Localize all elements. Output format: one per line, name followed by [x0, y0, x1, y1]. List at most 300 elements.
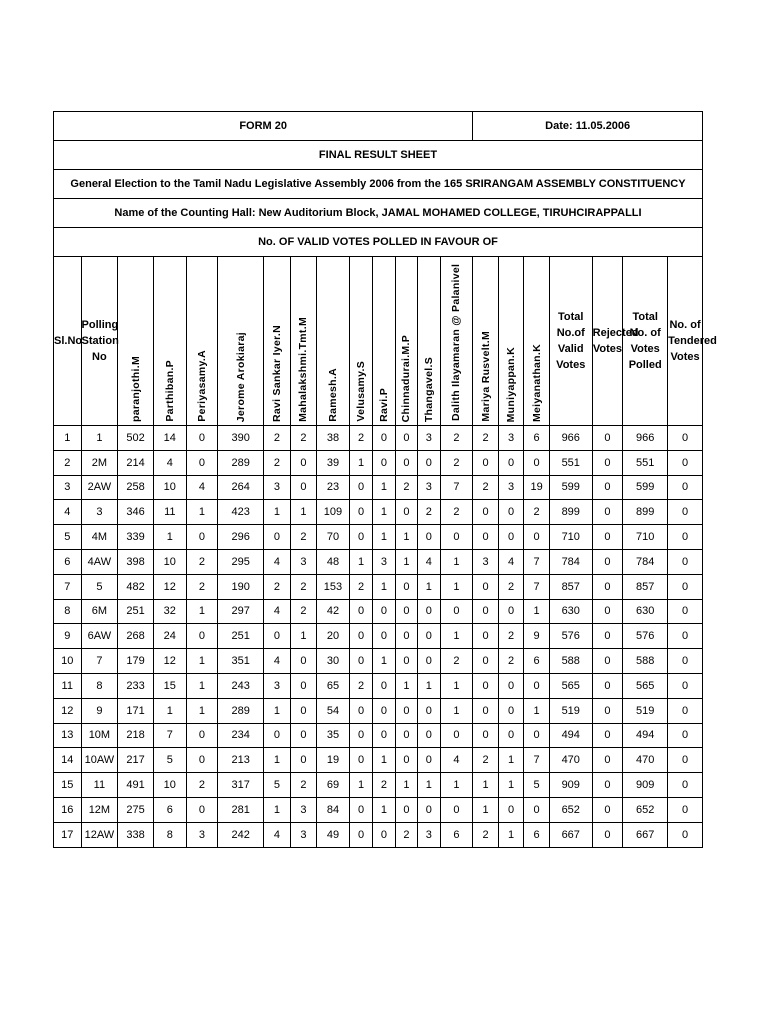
table-cell: 4 [418, 549, 440, 574]
table-cell: 0 [395, 426, 417, 451]
table-cell: 599 [623, 475, 668, 500]
table-cell: 0 [592, 673, 623, 698]
table-row [54, 822, 703, 847]
table-cell: 42 [317, 599, 350, 624]
table-cell: 1 [186, 698, 218, 723]
table-cell: 7 [81, 649, 118, 674]
table-cell: 1 [373, 574, 395, 599]
table-cell: 1 [153, 525, 186, 550]
table-cell: 10AW [81, 748, 118, 773]
table-row [54, 698, 703, 723]
table-cell: 0 [349, 599, 372, 624]
table-cell: 0 [373, 426, 395, 451]
table-cell: 2AW [81, 475, 118, 500]
table-cell: 494 [549, 723, 592, 748]
table-cell: 398 [118, 549, 154, 574]
table-cell: 576 [549, 624, 592, 649]
table-row [54, 500, 703, 525]
table-cell: 0 [668, 748, 703, 773]
table-cell: 242 [218, 822, 264, 847]
table-cell: 7 [524, 574, 550, 599]
table-cell: 565 [549, 673, 592, 698]
table-cell: 218 [118, 723, 154, 748]
table-cell: 12 [153, 649, 186, 674]
form-date: Date: 11.05.2006 [473, 112, 703, 141]
header-candidate: Periyasamy.A [186, 257, 218, 426]
table-cell: 2 [473, 748, 499, 773]
table-cell: 0 [349, 649, 372, 674]
table-cell: 0 [290, 748, 317, 773]
header-candidate: Ravi Sankar Iyer.N [264, 257, 291, 426]
table-cell: 339 [118, 525, 154, 550]
table-cell: 10 [153, 549, 186, 574]
table-cell: 8 [153, 822, 186, 847]
table-cell: 1 [440, 624, 473, 649]
table-cell: 0 [473, 723, 499, 748]
table-cell: 0 [349, 797, 372, 822]
table-cell: 1 [54, 426, 82, 451]
table-cell: 482 [118, 574, 154, 599]
table-cell: 1 [373, 525, 395, 550]
table-row [54, 649, 703, 674]
table-cell: 1 [440, 673, 473, 698]
table-cell: 0 [440, 599, 473, 624]
table-cell: 0 [395, 574, 417, 599]
table-cell: 3 [418, 822, 440, 847]
table-cell: 1 [349, 549, 372, 574]
table-cell: 12M [81, 797, 118, 822]
header-candidate: Mariya Rusvelt.M [473, 257, 499, 426]
table-cell: 1 [473, 797, 499, 822]
table-cell: 652 [549, 797, 592, 822]
header-tendered: No. of Tendered Votes [668, 257, 703, 426]
table-cell: 1 [264, 698, 291, 723]
table-cell: 423 [218, 500, 264, 525]
table-cell: 2 [418, 500, 440, 525]
table-cell: 0 [395, 500, 417, 525]
table-cell: 3 [498, 475, 524, 500]
table-cell: 0 [668, 426, 703, 451]
table-cell: 0 [264, 624, 291, 649]
table-cell: 0 [668, 475, 703, 500]
table-cell: 3 [290, 822, 317, 847]
table-cell: 3 [418, 426, 440, 451]
header-candidate: Chinnadurai.M.P [395, 257, 417, 426]
table-cell: 0 [373, 723, 395, 748]
table-cell: 1 [373, 748, 395, 773]
table-cell: 4 [440, 748, 473, 773]
table-cell: 1 [395, 549, 417, 574]
table-cell: 317 [218, 773, 264, 798]
table-cell: 909 [623, 773, 668, 798]
table-cell: 10 [153, 475, 186, 500]
table-row [54, 599, 703, 624]
table-row [54, 450, 703, 475]
table-cell: 1 [418, 773, 440, 798]
table-cell: 1 [440, 549, 473, 574]
header-candidate: Parthiban.P [153, 257, 186, 426]
table-cell: 16 [54, 797, 82, 822]
table-cell: 346 [118, 500, 154, 525]
table-cell: 0 [498, 797, 524, 822]
table-cell: 1 [418, 574, 440, 599]
table-cell: 0 [668, 450, 703, 475]
table-cell: 0 [592, 797, 623, 822]
table-cell: 1 [473, 773, 499, 798]
table-cell: 1 [373, 475, 395, 500]
table-cell: 0 [395, 599, 417, 624]
table-cell: 3 [264, 673, 291, 698]
table-cell: 0 [418, 649, 440, 674]
table-cell: 0 [395, 624, 417, 649]
table-cell: 0 [668, 649, 703, 674]
table-cell: 1 [395, 525, 417, 550]
table-cell: 0 [592, 822, 623, 847]
table-cell: 6AW [81, 624, 118, 649]
table-cell: 551 [623, 450, 668, 475]
table-cell: 6 [440, 822, 473, 847]
table-cell: 966 [549, 426, 592, 451]
table-cell: 12AW [81, 822, 118, 847]
table-cell: 0 [264, 723, 291, 748]
header-total-polled: Total No. of Votes Polled [623, 257, 668, 426]
table-cell: 470 [623, 748, 668, 773]
table-cell: 4 [498, 549, 524, 574]
table-cell: 0 [592, 773, 623, 798]
table-cell: 2 [264, 426, 291, 451]
table-cell: 2 [498, 624, 524, 649]
table-cell: 1 [186, 649, 218, 674]
table-cell: 20 [317, 624, 350, 649]
table-cell: 1 [373, 500, 395, 525]
table-cell: 0 [290, 673, 317, 698]
table-row [54, 549, 703, 574]
table-cell: 69 [317, 773, 350, 798]
table-cell: 0 [473, 624, 499, 649]
table-cell: 1 [290, 624, 317, 649]
table-cell: 9 [524, 624, 550, 649]
header-candidate: Dalith Ilayamaran @ Palanivel [440, 257, 473, 426]
table-cell: 0 [418, 450, 440, 475]
table-cell: 6 [153, 797, 186, 822]
table-cell: 2 [440, 426, 473, 451]
table-cell: 0 [349, 500, 372, 525]
table-cell: 0 [418, 599, 440, 624]
table-cell: 0 [418, 797, 440, 822]
table-cell: 494 [623, 723, 668, 748]
header-candidate: paranjothi.M [118, 257, 154, 426]
table-cell: 4 [264, 549, 291, 574]
table-cell: 2 [290, 525, 317, 550]
table-cell: 0 [592, 525, 623, 550]
table-cell: 338 [118, 822, 154, 847]
table-cell: 0 [592, 475, 623, 500]
table-cell: 0 [290, 450, 317, 475]
table-cell: 5 [153, 748, 186, 773]
table-cell: 179 [118, 649, 154, 674]
table-cell: 2 [186, 574, 218, 599]
table-cell: 0 [373, 450, 395, 475]
header-candidate: Muniyappan.K [498, 257, 524, 426]
table-cell: 3 [498, 426, 524, 451]
table-cell: 0 [668, 723, 703, 748]
header-candidate: Ramesh.A [317, 257, 350, 426]
table-cell: 0 [668, 822, 703, 847]
table-cell: 1 [395, 673, 417, 698]
table-cell: 11 [153, 500, 186, 525]
table-cell: 0 [498, 450, 524, 475]
table-cell: 1 [373, 649, 395, 674]
table-row [54, 574, 703, 599]
table-cell: 8 [54, 599, 82, 624]
table-cell: 0 [290, 723, 317, 748]
table-cell: 1 [440, 574, 473, 599]
table-cell: 0 [668, 797, 703, 822]
table-cell: 0 [668, 549, 703, 574]
table-cell: 2 [186, 773, 218, 798]
table-cell: 0 [668, 773, 703, 798]
table-cell: 0 [373, 624, 395, 649]
table-cell: 899 [623, 500, 668, 525]
table-cell: 2 [264, 450, 291, 475]
table-cell: 2 [290, 773, 317, 798]
table-cell: 5 [524, 773, 550, 798]
table-cell: 0 [186, 797, 218, 822]
table-cell: 588 [549, 649, 592, 674]
table-cell: 390 [218, 426, 264, 451]
table-cell: 1 [264, 748, 291, 773]
table-cell: 351 [218, 649, 264, 674]
table-cell: 2 [290, 426, 317, 451]
table-cell: 19 [317, 748, 350, 773]
sheet-title: FINAL RESULT SHEET [54, 141, 703, 170]
table-cell: 2 [290, 599, 317, 624]
table-cell: 0 [418, 698, 440, 723]
table-cell: 2 [395, 475, 417, 500]
table-cell: 15 [153, 673, 186, 698]
table-cell: 1 [395, 773, 417, 798]
result-sheet-table [53, 111, 717, 848]
table-cell: 2 [349, 574, 372, 599]
table-cell: 1 [264, 797, 291, 822]
table-cell: 3 [418, 475, 440, 500]
table-cell: 2 [473, 426, 499, 451]
table-row [54, 797, 703, 822]
table-row [54, 723, 703, 748]
table-cell: 3 [186, 822, 218, 847]
table-cell: 1 [290, 500, 317, 525]
table-cell: 519 [623, 698, 668, 723]
table-cell: 7 [440, 475, 473, 500]
table-cell: 2 [395, 822, 417, 847]
table-cell: 0 [349, 822, 372, 847]
table-cell: 296 [218, 525, 264, 550]
table-cell: 0 [668, 525, 703, 550]
table-cell: 264 [218, 475, 264, 500]
table-cell: 3 [473, 549, 499, 574]
table-cell: 10M [81, 723, 118, 748]
table-cell: 1 [440, 773, 473, 798]
table-cell: 0 [668, 698, 703, 723]
table-cell: 234 [218, 723, 264, 748]
table-cell: 13 [54, 723, 82, 748]
table-cell: 0 [473, 673, 499, 698]
table-cell: 14 [153, 426, 186, 451]
table-cell: 0 [498, 723, 524, 748]
table-cell: 19 [524, 475, 550, 500]
table-cell: 4 [54, 500, 82, 525]
table-cell: 295 [218, 549, 264, 574]
table-cell: 630 [623, 599, 668, 624]
table-cell: 2 [473, 822, 499, 847]
table-cell: 2 [290, 574, 317, 599]
table-cell: 0 [498, 698, 524, 723]
table-cell: 710 [623, 525, 668, 550]
table-cell: 4AW [81, 549, 118, 574]
table-cell: 0 [592, 500, 623, 525]
table-cell: 502 [118, 426, 154, 451]
table-cell: 0 [373, 822, 395, 847]
table-cell: 9 [81, 698, 118, 723]
table-cell: 710 [549, 525, 592, 550]
table-cell: 5 [81, 574, 118, 599]
table-cell: 2 [440, 649, 473, 674]
table-cell: 23 [317, 475, 350, 500]
table-cell: 588 [623, 649, 668, 674]
table-cell: 1 [186, 599, 218, 624]
table-cell: 7 [524, 549, 550, 574]
table-cell: 630 [549, 599, 592, 624]
table-cell: 3 [373, 549, 395, 574]
table-cell: 14 [54, 748, 82, 773]
table-cell: 491 [118, 773, 154, 798]
table-row [54, 748, 703, 773]
table-cell: 576 [623, 624, 668, 649]
table-cell: 0 [498, 673, 524, 698]
table-row [54, 475, 703, 500]
table-cell: 0 [473, 500, 499, 525]
table-cell: 30 [317, 649, 350, 674]
table-cell: 251 [218, 624, 264, 649]
table-cell: 899 [549, 500, 592, 525]
table-cell: 65 [317, 673, 350, 698]
table-cell: 0 [473, 450, 499, 475]
table-cell: 1 [418, 673, 440, 698]
table-cell: 0 [349, 698, 372, 723]
table-cell: 5 [54, 525, 82, 550]
header-total-valid: Total No.of Valid Votes [549, 257, 592, 426]
table-cell: 0 [592, 549, 623, 574]
table-cell: 0 [418, 624, 440, 649]
table-cell: 551 [549, 450, 592, 475]
table-cell: 0 [592, 698, 623, 723]
table-cell: 0 [418, 723, 440, 748]
table-cell: 233 [118, 673, 154, 698]
table-cell: 0 [592, 599, 623, 624]
table-cell: 2M [81, 450, 118, 475]
table-cell: 4 [153, 450, 186, 475]
header-candidate: Velusamy.S [349, 257, 372, 426]
table-cell: 0 [349, 748, 372, 773]
table-cell: 1 [186, 673, 218, 698]
table-cell: 11 [54, 673, 82, 698]
table-cell: 1 [153, 698, 186, 723]
table-cell: 0 [524, 723, 550, 748]
table-cell: 5 [264, 773, 291, 798]
table-row [54, 773, 703, 798]
table-cell: 1 [373, 797, 395, 822]
table-cell: 0 [524, 673, 550, 698]
table-cell: 8 [81, 673, 118, 698]
header-sl-no: Sl.No [54, 257, 82, 426]
table-cell: 109 [317, 500, 350, 525]
table-cell: 0 [186, 450, 218, 475]
table-cell: 32 [153, 599, 186, 624]
table-cell: 565 [623, 673, 668, 698]
table-row [54, 525, 703, 550]
table-cell: 2 [524, 500, 550, 525]
table-cell: 7 [524, 748, 550, 773]
table-cell: 7 [153, 723, 186, 748]
table-cell: 0 [440, 797, 473, 822]
table-cell: 12 [54, 698, 82, 723]
table-cell: 3 [290, 797, 317, 822]
table-cell: 10 [153, 773, 186, 798]
table-cell: 0 [290, 698, 317, 723]
table-cell: 39 [317, 450, 350, 475]
table-cell: 599 [549, 475, 592, 500]
table-cell: 2 [373, 773, 395, 798]
table-cell: 6 [524, 822, 550, 847]
table-cell: 281 [218, 797, 264, 822]
table-cell: 2 [498, 649, 524, 674]
table-cell: 84 [317, 797, 350, 822]
table-cell: 2 [264, 574, 291, 599]
table-cell: 217 [118, 748, 154, 773]
header-candidate: Mahalakshmi.Tmt.M [290, 257, 317, 426]
table-cell: 966 [623, 426, 668, 451]
table-cell: 268 [118, 624, 154, 649]
table-cell: 0 [498, 599, 524, 624]
table-cell: 6M [81, 599, 118, 624]
table-cell: 0 [473, 649, 499, 674]
table-cell: 0 [592, 426, 623, 451]
table-cell: 2 [440, 500, 473, 525]
table-cell: 857 [623, 574, 668, 599]
table-cell: 0 [668, 673, 703, 698]
form-title: FORM 20 [54, 112, 473, 141]
table-cell: 3 [264, 475, 291, 500]
election-title: General Election to the Tamil Nadu Legislative Assembly 2006 from the 165 SRIRANGAM ASSEMBLY CONSTITUENCY [54, 170, 703, 199]
table-cell: 0 [592, 450, 623, 475]
table-cell: 251 [118, 599, 154, 624]
table-cell: 784 [623, 549, 668, 574]
table-cell: 0 [418, 748, 440, 773]
header-candidate: Thangavel.S [418, 257, 440, 426]
table-cell: 190 [218, 574, 264, 599]
table-cell: 70 [317, 525, 350, 550]
table-cell: 0 [592, 624, 623, 649]
table-row [54, 673, 703, 698]
table-cell: 6 [524, 426, 550, 451]
table-cell: 0 [524, 450, 550, 475]
table-cell: 0 [668, 574, 703, 599]
table-cell: 258 [118, 475, 154, 500]
table-cell: 0 [498, 500, 524, 525]
table-cell: 0 [186, 525, 218, 550]
table-cell: 289 [218, 450, 264, 475]
table-cell: 0 [440, 525, 473, 550]
